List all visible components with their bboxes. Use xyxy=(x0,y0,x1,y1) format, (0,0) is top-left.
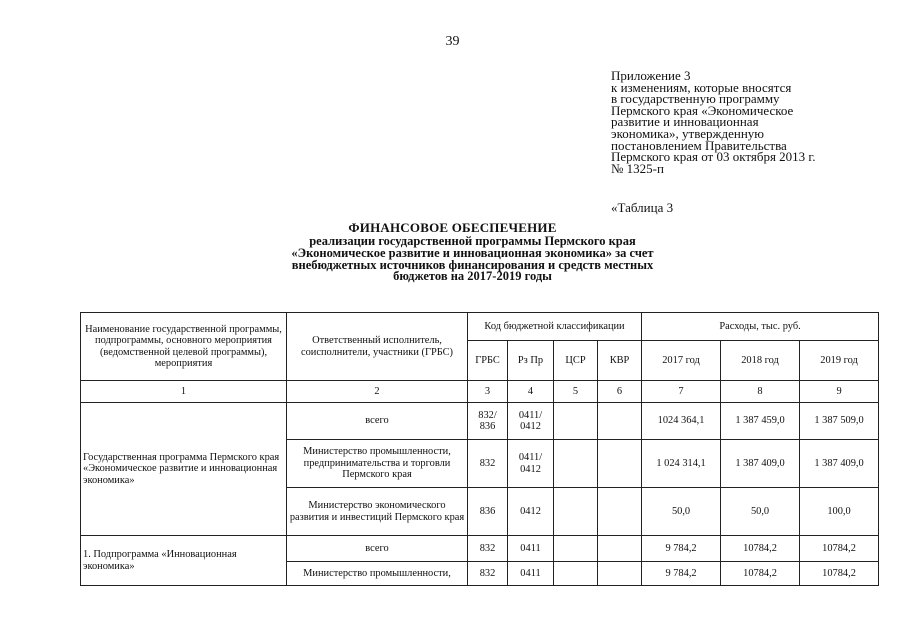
kvr-cell xyxy=(598,488,642,536)
csr-cell xyxy=(554,403,598,440)
csr-cell xyxy=(554,562,598,586)
header-rzpr: Рз Пр xyxy=(508,341,554,381)
column-number: 7 xyxy=(642,381,721,403)
header-kvr: КВР xyxy=(598,341,642,381)
grbs-cell: 832/ 836 xyxy=(468,403,508,440)
appendix-line: Пермского края «Экономическое xyxy=(611,102,794,118)
rzpr-cell: 0411 xyxy=(508,536,554,562)
document-subtitle xyxy=(200,236,745,283)
rzpr-cell: 0411 xyxy=(508,562,554,586)
executor-cell: всего xyxy=(287,403,468,440)
subtitle-line: «Экономическое развитие и инновационная экономика» за счет xyxy=(291,245,654,260)
kvr-cell xyxy=(598,562,642,586)
header-name: Наименование государственной программы, подпрограммы, основного мероприятия (ведомственной целевой программы), мероприятия xyxy=(81,313,287,381)
page-bottom-mask xyxy=(0,589,905,640)
grbs-cell: 836 xyxy=(468,488,508,536)
table-reference: «Таблица 3 xyxy=(611,200,674,215)
table-row xyxy=(81,403,879,440)
page-number: 39 xyxy=(445,34,460,49)
appendix-line: экономика», утвержденную xyxy=(611,125,765,141)
amount-2017: 9 784,2 xyxy=(642,562,721,586)
header-2017: 2017 год xyxy=(642,341,721,381)
rzpr-cell: 0411/ 0412 xyxy=(508,440,554,488)
csr-cell xyxy=(554,440,598,488)
rzpr-cell: 0411/ 0412 xyxy=(508,403,554,440)
kvr-cell xyxy=(598,536,642,562)
appendix-line: к изменениям, которые вносятся xyxy=(611,79,792,95)
header-expenses: Расходы, тыс. руб. xyxy=(642,313,879,341)
header-grbs: ГРБС xyxy=(468,341,508,381)
amount-2017: 1024 364,1 xyxy=(642,403,721,440)
document-title: ФИНАНСОВОЕ ОБЕСПЕЧЕНИЕ xyxy=(348,220,557,235)
amount-2019: 1 387 509,0 xyxy=(800,403,879,440)
financing-table xyxy=(80,312,879,586)
rzpr-cell: 0412 xyxy=(508,488,554,536)
grbs-cell: 832 xyxy=(468,562,508,586)
appendix-line: Приложение 3 xyxy=(611,68,691,83)
program-name: Государственная программа Пермского края «Экономическое развитие и инновационная экономика» xyxy=(81,403,287,536)
column-number: 4 xyxy=(508,381,554,403)
header-executor: Ответственный исполнитель, соисполнители, участники (ГРБС) xyxy=(287,313,468,381)
header-row xyxy=(81,313,879,341)
appendix-line: Пермского края от 03 октября 2013 г. xyxy=(611,149,816,165)
amount-2019: 1 387 409,0 xyxy=(800,440,879,488)
appendix-line: постановлением Правительства xyxy=(611,137,787,153)
amount-2017: 50,0 xyxy=(642,488,721,536)
executor-cell: Министерство промышленности, предпринимательства и торговли Пермского края xyxy=(287,440,468,488)
amount-2018: 10784,2 xyxy=(721,536,800,562)
csr-cell xyxy=(554,488,598,536)
appendix-block xyxy=(611,70,881,174)
appendix-line: в государственную программу xyxy=(611,91,780,107)
column-number: 8 xyxy=(721,381,800,403)
amount-2017: 9 784,2 xyxy=(642,536,721,562)
kvr-cell xyxy=(598,440,642,488)
column-number: 2 xyxy=(287,381,468,403)
appendix-line: № 1325-п xyxy=(611,160,664,176)
header-2018: 2018 год xyxy=(721,341,800,381)
executor-cell: Министерство промышленности, xyxy=(287,562,468,586)
kvr-cell xyxy=(598,403,642,440)
grbs-cell: 832 xyxy=(468,440,508,488)
appendix-line: развитие и инновационная xyxy=(611,114,759,130)
header-2019: 2019 год xyxy=(800,341,879,381)
column-number-row xyxy=(81,381,879,403)
subtitle-line: бюджетов на 2017-2019 годы xyxy=(393,269,552,284)
column-number: 5 xyxy=(554,381,598,403)
amount-2018: 10784,2 xyxy=(721,562,800,586)
amount-2018: 50,0 xyxy=(721,488,800,536)
subtitle-line: реализации государственной программы Пермского края xyxy=(309,234,636,248)
amount-2017: 1 024 314,1 xyxy=(642,440,721,488)
column-number: 1 xyxy=(81,381,287,403)
subtitle-line: внебюджетных источников финансирования и средств местных xyxy=(291,257,654,272)
amount-2019: 10784,2 xyxy=(800,536,879,562)
amount-2018: 1 387 459,0 xyxy=(721,403,800,440)
column-number: 3 xyxy=(468,381,508,403)
grbs-cell: 832 xyxy=(468,536,508,562)
executor-cell: Министерство экономического развития и инвестиций Пермского края xyxy=(287,488,468,536)
table-row xyxy=(81,536,879,562)
amount-2019: 10784,2 xyxy=(800,562,879,586)
subprogram-name: 1. Подпрограмма «Инновационная экономика» xyxy=(81,536,287,586)
header-csr: ЦСР xyxy=(554,341,598,381)
column-number: 9 xyxy=(800,381,879,403)
csr-cell xyxy=(554,536,598,562)
header-budget-code: Код бюджетной классификации xyxy=(468,313,642,341)
column-number: 6 xyxy=(598,381,642,403)
amount-2018: 1 387 409,0 xyxy=(721,440,800,488)
amount-2019: 100,0 xyxy=(800,488,879,536)
executor-cell: всего xyxy=(287,536,468,562)
